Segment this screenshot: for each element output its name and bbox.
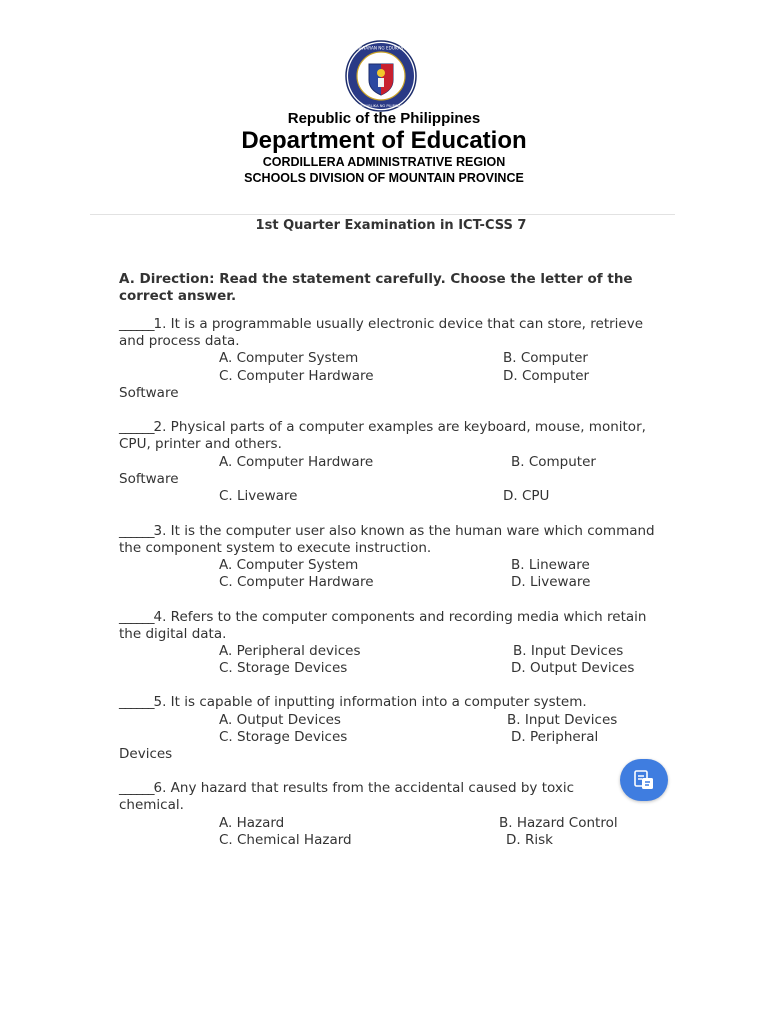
option-b: B. Input Devices (507, 712, 618, 728)
option-a: A. Computer System (219, 557, 359, 573)
option-c: C. Liveware (219, 488, 298, 504)
option-c: C. Computer Hardware (219, 574, 374, 590)
option-b: B. Computer (503, 350, 588, 366)
option-wrap: Software (119, 471, 179, 487)
question-stem: 2. Physical parts of a computer examples are keyboard, mouse, monitor, CPU, printer and others. (119, 419, 646, 452)
option-b: B. Hazard Control (499, 815, 618, 831)
option-d: D. Liveware (511, 574, 591, 590)
option-b: B. Lineware (511, 557, 590, 573)
exam-title: 1st Quarter Examination in ICT-CSS 7 (255, 218, 527, 233)
option-d: D. Output Devices (511, 660, 635, 676)
translate-document-icon (633, 769, 655, 791)
question-4 (119, 609, 659, 643)
option-wrap: Software (119, 385, 179, 401)
option-d: D. Risk (506, 832, 553, 848)
option-a: A. Output Devices (219, 712, 341, 728)
option-a: A. Computer Hardware (219, 454, 374, 470)
deped-seal-icon (345, 40, 417, 112)
option-d: D. CPU (503, 488, 550, 504)
translate-button[interactable] (620, 759, 668, 801)
question-stem: 1. It is a programmable usually electronic device that can store, retrieve and process data. (119, 316, 644, 349)
question-stem: 3. It is the computer user also known as the human ware which command the component system to execute instruction. (119, 523, 655, 556)
answer-blank: ______ (119, 609, 154, 625)
svg-text:REPUBLIKA NG PILIPINAS: REPUBLIKA NG PILIPINAS (358, 104, 404, 108)
question-5 (119, 694, 659, 711)
question-stem: 6. Any hazard that results from the accidental caused by toxic chemical. (119, 780, 574, 813)
header-divider (90, 214, 675, 215)
answer-blank: ______ (119, 780, 154, 796)
question-2 (119, 419, 659, 453)
division-heading: SCHOOLS DIVISION OF MOUNTAIN PROVINCE (244, 171, 524, 185)
option-c: C. Chemical Hazard (219, 832, 352, 848)
option-b: B. Input Devices (513, 643, 624, 659)
option-a: A. Hazard (219, 815, 285, 831)
answer-blank: ______ (119, 694, 154, 710)
option-c: C. Storage Devices (219, 660, 348, 676)
exam-direction: A. Direction: Read the statement carefully. Choose the letter of the correct answer. (119, 271, 633, 304)
option-d: D. Peripheral (511, 729, 599, 745)
option-c: C. Storage Devices (219, 729, 348, 745)
option-b: B. Computer (511, 454, 596, 470)
option-wrap: Devices (119, 746, 173, 762)
question-stem: 5. It is capable of inputting information into a computer system. (153, 694, 587, 710)
question-1 (119, 316, 659, 350)
republic-heading: Republic of the Philippines (287, 110, 481, 127)
option-c: C. Computer Hardware (219, 368, 374, 384)
option-a: A. Peripheral devices (219, 643, 361, 659)
region-heading: CORDILLERA ADMINISTRATIVE REGION (262, 155, 506, 169)
option-d: D. Computer (503, 368, 590, 384)
question-6 (119, 780, 619, 814)
answer-blank: ______ (119, 419, 154, 435)
svg-text:KAGAWARAN NG EDUKASYON: KAGAWARAN NG EDUKASYON (350, 45, 412, 51)
answer-blank: ______ (119, 316, 154, 332)
question-stem: 4. Refers to the computer components and recording media which retain the digital data. (119, 609, 647, 642)
question-3 (119, 523, 659, 557)
option-a: A. Computer System (219, 350, 359, 366)
department-heading: Department of Education (241, 127, 527, 154)
answer-blank: ______ (119, 523, 154, 539)
